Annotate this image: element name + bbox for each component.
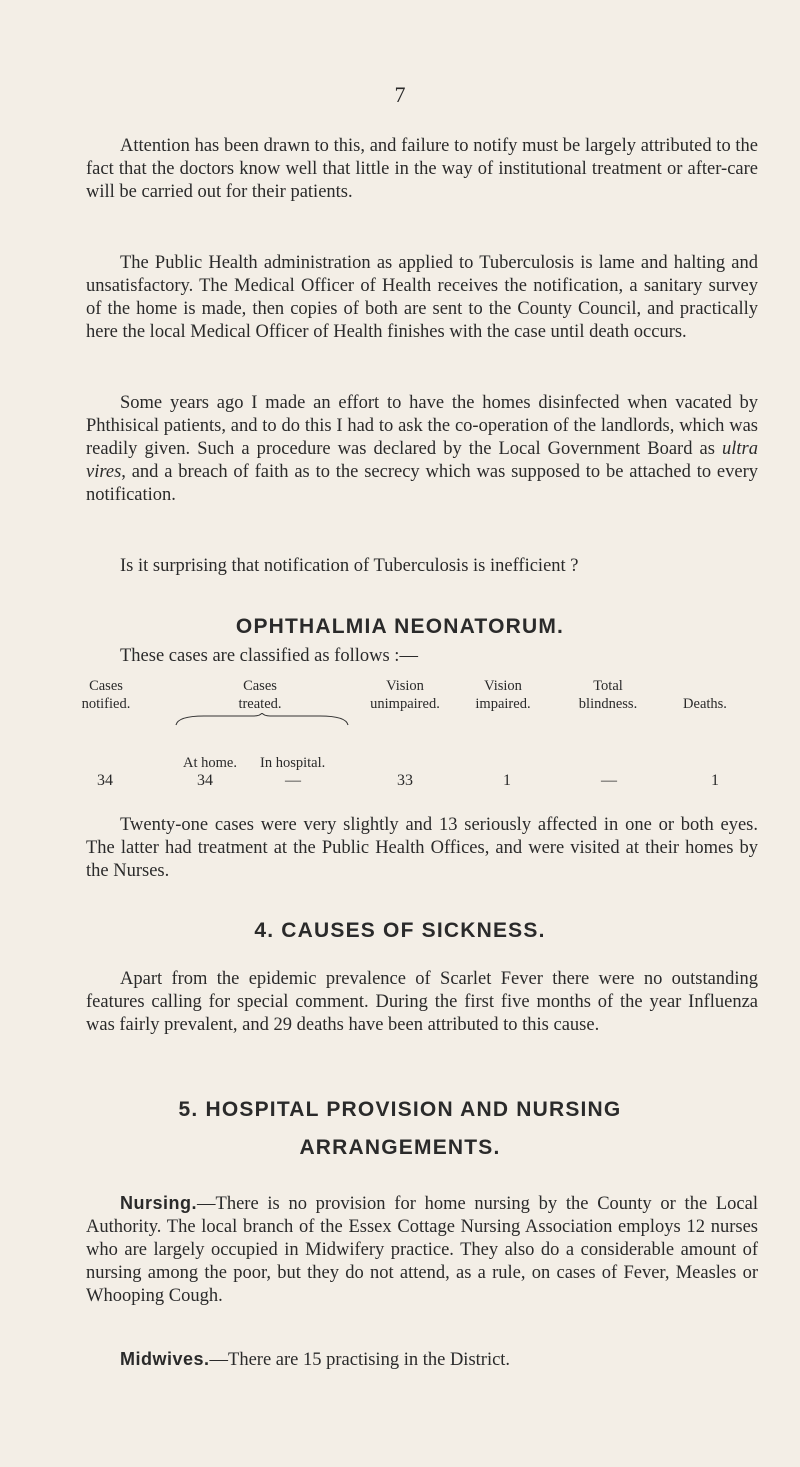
nursing-label: Nursing. (120, 1193, 198, 1213)
header-total-blindness: Total blindness. (578, 678, 638, 712)
nursing-text: —There is no provision for home nursing by the County or the Local Authority. The local branch of the Essex Cottage Nursing Association employs 12 nurses who are largely occupied in Midwifery practice. They also do a considerable amount of nursing among the poor, but they do not attend, as a rule, on cases of Fever, Measles or Whooping Cough. (86, 1194, 758, 1306)
heading-hospital-line1: 5. HOSPITAL PROVISION AND NURSING (178, 1098, 622, 1121)
cell-at-home: 34 (197, 772, 213, 789)
sickness-text: Apart from the epidemic prevalence of Scarlet Fever there were no outstanding features calling for special comment. During the first five months of the year Influenza was fairly prevalent, and 29 deaths have been attributed to this cause. (86, 969, 758, 1035)
heading-hospital-line2: ARRANGEMENTS. (299, 1136, 501, 1159)
cell-unimpaired: 33 (397, 772, 413, 789)
page-number: 7 (394, 82, 406, 107)
header-cases-notified: Cases notified. (81, 678, 131, 712)
paragraph-disinfection (86, 392, 758, 507)
subheader-at-home: At home. (183, 755, 237, 771)
cell-deaths: 1 (711, 772, 719, 789)
nursing-paragraph (86, 1192, 758, 1308)
heading-ophthalmia-neonatorum: OPHTHALMIA NEONATORUM. (235, 615, 565, 638)
header-vision-impaired: Vision impaired. (475, 678, 531, 712)
heading-causes-of-sickness: 4. CAUSES OF SICKNESS. (254, 919, 546, 942)
p3-text-b: , and a breach of faith as to the secrecy which was supposed to be attached to every notification. (86, 462, 758, 505)
header-cases-treated: Cases treated. (238, 678, 282, 712)
p3-text-a: Some years ago I made an effort to have the homes disinfected when vacated by Phthisical patients, and to do this I had to ask the co-operation of the landlords, which was readily given. Such a procedure was declared by the Local Government Board as (86, 393, 758, 459)
paragraph-question: Is it surprising that notification of Tuberculosis is inefficient ? (120, 556, 579, 576)
ophthalmia-intro: These cases are classified as follows :— (120, 646, 418, 666)
p3-italic: ultra vires (86, 439, 758, 482)
header-deaths: Deaths. (683, 696, 727, 712)
ophthalmia-table (0, 675, 800, 805)
cell-blindness: — (601, 772, 617, 789)
header-vision-unimpaired: Vision unimpaired. (370, 678, 440, 712)
cell-in-hospital: — (285, 772, 301, 789)
midwives-paragraph (86, 1348, 758, 1372)
cell-notified: 34 (97, 772, 113, 789)
midwives-label: Midwives. (120, 1349, 210, 1369)
heading-hospital-provision (60, 1091, 740, 1167)
treated-brace (174, 713, 350, 727)
cell-impaired: 1 (503, 772, 511, 789)
ophthalmia-after-text: Twenty-one cases were very slightly and 13 seriously affected in one or both eyes. The latter had treatment at the Public Health Offices, and were visited at their homes by the Nurses. (86, 815, 758, 881)
midwives-text: —There are 15 practising in the District. (209, 1350, 511, 1370)
subheader-in-hospital: In hospital. (260, 755, 326, 771)
paragraph-public-health-administration: The Public Health administration as applied to Tuberculosis is lame and halting and unsatisfactory. The Medical Officer of Health receives the notification, a sanitary survey of the home is made, then copies of both are sent to the County Council, and practically here the local Medical Officer of Health finishes with the case until death occurs. (86, 253, 758, 342)
paragraph-failure-to-notify: Attention has been drawn to this, and failure to notify must be largely attributed to the fact that the doctors know well that little in the way of institutional treatment or after-care will be carried out for their patients. (86, 136, 758, 202)
